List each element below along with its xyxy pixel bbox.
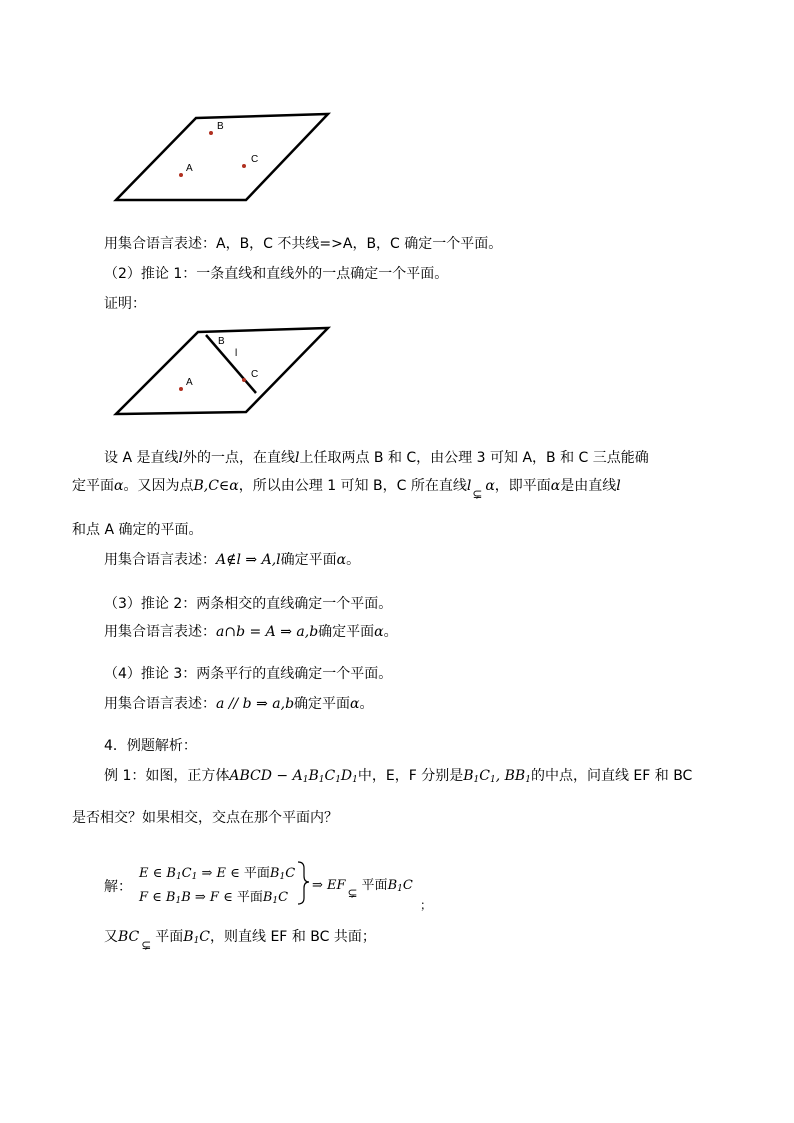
text-corollary3: （4）推论 3：两条平行的直线确定一个平面。: [104, 666, 393, 682]
label-b-2: B: [218, 336, 225, 347]
solution-semicolon: ；: [420, 898, 433, 912]
text-line1: 用集合语言表述：A，B，C 不共线=>A，B，C 确定一个平面。: [104, 236, 503, 252]
para-line3: 和点 A 确定的平面。: [72, 522, 203, 538]
set-expr-1: 用集合语言表述：A∉l ⇒ A,l确定平面α。: [104, 552, 361, 568]
solution-row2: F ∈ $B_1B$ ⇒ F ∈ 平面$B_1C$: [139, 890, 289, 906]
text-corollary1: （2）推论 1：一条直线和直线外的一点确定一个平面。: [104, 266, 449, 282]
text-proof-label: 证明：: [104, 296, 146, 312]
label-a-2: A: [186, 377, 193, 388]
example-heading: 4．例题解析：: [104, 738, 197, 754]
example-line1: 例 1：如图，正方体ABCD − $A_1B_1C_1D_1$中，E，F 分别是$B_1C_1$, $BB_1$的中点，问直线 EF 和 BC: [104, 768, 693, 785]
set-expr-2: 用集合语言表述：a∩b = A ⇒ a,b确定平面α。: [104, 624, 398, 640]
set-expr-3: 用集合语言表述：a // b ⇒ a,b确定平面α。: [104, 696, 374, 712]
last-line: 又BC ⊊ 平面$B_1C$，则直线 EF 和 BC 共面；: [104, 929, 376, 952]
para-line1: 设 A 是直线l外的一点，在直线l上任取两点 B 和 C，由公理 3 可知 A，B 和 C 三点能确: [104, 450, 649, 466]
label-l: l: [235, 348, 238, 359]
solution-result: ⇒ EF ⊊ 平面$B_1C$: [312, 878, 413, 900]
label-c: C: [251, 154, 259, 165]
solution-row1: E ∈ $B_1C_1$ ⇒ E ∈ 平面$B_1C$: [139, 866, 296, 882]
label-b: B: [217, 121, 224, 132]
para-line2: 定平面α。又因为点B,C∈α，所以由公理 1 可知 B，C 所在直线l ⊊ α，即平面α是由直线l: [72, 478, 621, 501]
example-line2: 是否相交？如果相交，交点在那个平面内？: [72, 810, 338, 826]
label-c-2: C: [251, 369, 259, 380]
label-a: A: [186, 163, 193, 174]
text-corollary2: （3）推论 2：两条相交的直线确定一个平面。: [104, 596, 393, 612]
solution-label: 解：: [104, 879, 132, 895]
